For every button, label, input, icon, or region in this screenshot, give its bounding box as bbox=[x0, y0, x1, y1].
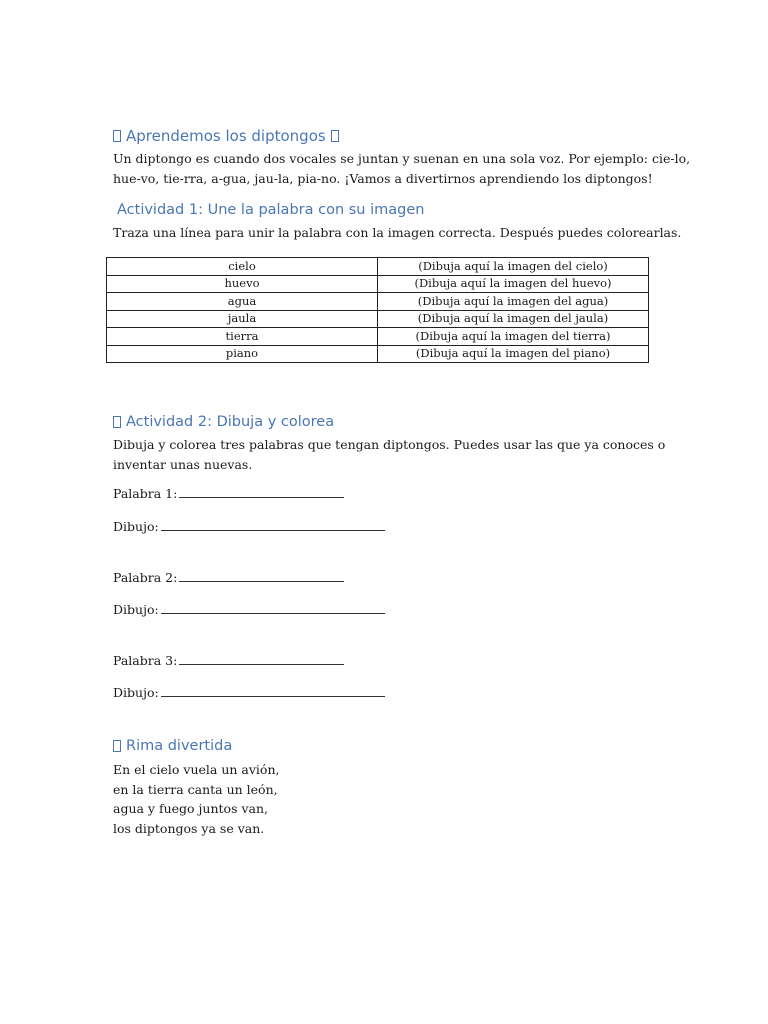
image-hint-cell: (Dibuja aquí la imagen del huevo) bbox=[378, 275, 649, 293]
word-1-label: Palabra 1: bbox=[113, 486, 178, 501]
unrendered-emoji-box-icon bbox=[113, 130, 121, 142]
activity-1-heading-text: Actividad 1: Une la palabra con su imagen bbox=[117, 202, 425, 218]
image-hint-cell: (Dibuja aquí la imagen del piano) bbox=[378, 345, 649, 363]
word-cell: agua bbox=[107, 293, 378, 311]
table-row bbox=[107, 345, 649, 363]
activity-2-heading bbox=[113, 414, 334, 430]
poem-line: los diptongos ya se van. bbox=[113, 820, 265, 836]
image-hint-cell: (Dibuja aquí la imagen del agua) bbox=[378, 293, 649, 311]
drawing-3-blank[interactable] bbox=[161, 695, 385, 697]
unrendered-emoji-box-icon bbox=[113, 740, 121, 752]
word-cell: huevo bbox=[107, 275, 378, 293]
activity-2-heading-text: Actividad 2: Dibuja y colorea bbox=[126, 414, 335, 430]
word-1-field bbox=[113, 486, 344, 501]
rhyme-heading bbox=[113, 738, 232, 754]
rhyme-heading-text: Rima divertida bbox=[126, 738, 233, 754]
drawing-3-field bbox=[113, 685, 385, 700]
page-title-text: Aprendemos los diptongos bbox=[126, 127, 326, 145]
word-3-label: Palabra 3: bbox=[113, 653, 178, 668]
word-2-blank[interactable] bbox=[179, 580, 344, 582]
word-cell: cielo bbox=[107, 258, 378, 276]
activity-2-instruction bbox=[113, 435, 665, 474]
unrendered-emoji-box-icon bbox=[113, 416, 121, 428]
image-hint-cell: (Dibuja aquí la imagen del tierra) bbox=[378, 328, 649, 346]
rhyme-poem bbox=[113, 760, 279, 838]
word-3-blank[interactable] bbox=[179, 663, 344, 665]
word-3-field bbox=[113, 653, 344, 668]
image-hint-cell: (Dibuja aquí la imagen del jaula) bbox=[378, 310, 649, 328]
matching-table bbox=[106, 257, 649, 363]
activity-2-instruction-line-1: Dibuja y colorea tres palabras que tengan diptongos. Puedes usar las que ya conoces o bbox=[113, 437, 666, 452]
drawing-2-label: Dibujo: bbox=[113, 602, 159, 617]
word-cell: piano bbox=[107, 345, 378, 363]
word-cell: jaula bbox=[107, 310, 378, 328]
intro-line-1: Un diptongo es cuando dos vocales se juntan y suenan en una sola voz. Por ejemplo: cie-lo, bbox=[113, 151, 691, 166]
table-row bbox=[107, 258, 649, 276]
activity-1-heading bbox=[117, 202, 424, 218]
drawing-1-blank[interactable] bbox=[161, 529, 385, 531]
drawing-3-label: Dibujo: bbox=[113, 685, 159, 700]
word-2-label: Palabra 2: bbox=[113, 570, 178, 585]
page-title bbox=[113, 127, 339, 145]
activity-2-instruction-line-2: inventar unas nuevas. bbox=[113, 456, 253, 472]
drawing-2-blank[interactable] bbox=[161, 612, 385, 614]
poem-line: agua y fuego juntos van, bbox=[113, 801, 268, 816]
drawing-2-field bbox=[113, 602, 385, 617]
intro-line-2: hue-vo, tie-rra, a-gua, jau-la, pia-no. ¡Vamos a divertirnos aprendiendo los diptongos! bbox=[113, 170, 653, 186]
table-row bbox=[107, 328, 649, 346]
table-row bbox=[107, 275, 649, 293]
word-cell: tierra bbox=[107, 328, 378, 346]
drawing-1-field bbox=[113, 519, 385, 534]
table-row bbox=[107, 293, 649, 311]
image-hint-cell: (Dibuja aquí la imagen del cielo) bbox=[378, 258, 649, 276]
intro-paragraph bbox=[113, 149, 690, 188]
poem-line: En el cielo vuela un avión, bbox=[113, 762, 280, 777]
unrendered-emoji-box-icon bbox=[331, 130, 339, 142]
word-2-field bbox=[113, 570, 344, 585]
poem-line: en la tierra canta un león, bbox=[113, 781, 278, 797]
word-1-blank[interactable] bbox=[179, 496, 344, 498]
drawing-1-label: Dibujo: bbox=[113, 519, 159, 534]
table-row bbox=[107, 310, 649, 328]
activity-1-instruction: Traza una línea para unir la palabra con la imagen correcta. Después puedes colorearlas. bbox=[113, 225, 682, 240]
